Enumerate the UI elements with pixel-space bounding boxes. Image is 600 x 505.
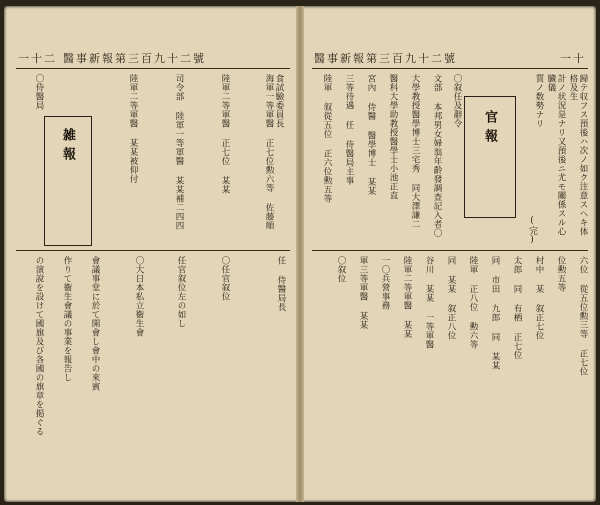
zappo-heading: 雑報 bbox=[60, 128, 75, 166]
right-mid-rule bbox=[312, 250, 588, 251]
col-l: 同 市田 九郎 同 某某 bbox=[490, 256, 500, 370]
book-spread bbox=[4, 6, 596, 502]
col-b: 文部 本邦男女婦翁年齡發調查記入者〇 bbox=[432, 74, 442, 238]
col-m: 陸軍 正八位 勲六等 bbox=[468, 256, 478, 349]
right-top-rule bbox=[312, 68, 588, 69]
top-note: 歸テ収フス預後ハ次ノ如ク注意スヘキ体格及生 bbox=[568, 74, 588, 236]
lower-band-text: 任 侍醫局長 bbox=[276, 256, 286, 312]
top-note-b: 計ノ状況是ナリ又預後ニ尤モ關係スル心臓儀 bbox=[546, 74, 566, 236]
left-journal-title: 醫事新報第三百九十二號 bbox=[63, 52, 206, 65]
left-page-number: 一十二 bbox=[18, 52, 57, 65]
book-gutter bbox=[296, 6, 304, 502]
right-running-head bbox=[314, 52, 586, 66]
col-n: 同 某某 叙正八位 bbox=[446, 256, 456, 340]
right-journal-title: 醫事新報第三百九十二號 bbox=[314, 52, 457, 65]
col-p: 陸軍二等軍醫 某某 bbox=[402, 256, 412, 339]
col-o: 谷川 某某 一等軍醫 bbox=[424, 256, 434, 349]
col-right-a: 〇任官叙位 bbox=[220, 256, 230, 301]
col-q: 一〇兵營事務 bbox=[380, 256, 390, 310]
col-mid-b: 陸軍二等軍醫 正七位 某某 bbox=[220, 74, 230, 194]
col-r: 軍三等軍醫 某某 bbox=[358, 256, 368, 330]
footer-note-c: 作りて衞生會議の事業を報告し bbox=[62, 256, 72, 382]
kan-mark: (完) bbox=[527, 216, 537, 245]
col-k: 太郎 同 有栖 正七位 bbox=[512, 256, 522, 360]
footer-note-a: 〇大日本私立衞生會 bbox=[134, 256, 144, 337]
col-i: 位勲五等 bbox=[556, 256, 566, 292]
col-f: 三等待遇 任 侍醫局主事 bbox=[344, 74, 354, 185]
left-mid-rule bbox=[16, 250, 290, 251]
left-running-head bbox=[18, 52, 288, 66]
col-g: 陸軍 叙從五位 正六位勲五等 bbox=[322, 74, 332, 203]
col-d: 醫科大學助教授醫學士小池正直 bbox=[388, 74, 398, 200]
footer-note-d: の演說を設けて國旗及び各國の旗章を掲ぐる bbox=[34, 256, 44, 436]
upper-band-text: 食試驗委員長 海軍一等軍醫 正七位勲六等 佐藤順 bbox=[264, 74, 284, 230]
sig-left-a: 〇侍醫局 bbox=[34, 74, 44, 110]
col-left-b: 陸軍二等軍醫 某某被仰付 bbox=[128, 74, 138, 184]
col-h: 六位 從五位勲三等 正七位 bbox=[578, 256, 588, 376]
right-page-number: 一十 bbox=[560, 52, 586, 65]
col-j: 村中 某 叙正七位 bbox=[534, 256, 544, 340]
col-a: 〇叙任及辭令 bbox=[452, 74, 462, 128]
left-page bbox=[4, 6, 296, 502]
col-right-b: 任官叙位左の如し bbox=[176, 256, 186, 328]
col-e: 宮內 侍醫 醫學博士 某某 bbox=[366, 74, 376, 196]
footer-note-b: 會議事堂に於て開會し會中の來賓 bbox=[90, 256, 100, 391]
left-top-rule bbox=[16, 68, 290, 69]
col-c: 大學教授醫學博士三宅秀 同大澤謙二 bbox=[410, 74, 420, 229]
col-s: 〇叙位 bbox=[336, 256, 346, 283]
col-left-a: 司令部 陸軍一等軍醫 某某補二四四 bbox=[174, 74, 184, 230]
right-page bbox=[304, 6, 596, 502]
kanpo-heading: 官報 bbox=[482, 110, 497, 148]
top-note-c: 質ノ数勢ナリ bbox=[534, 74, 544, 128]
